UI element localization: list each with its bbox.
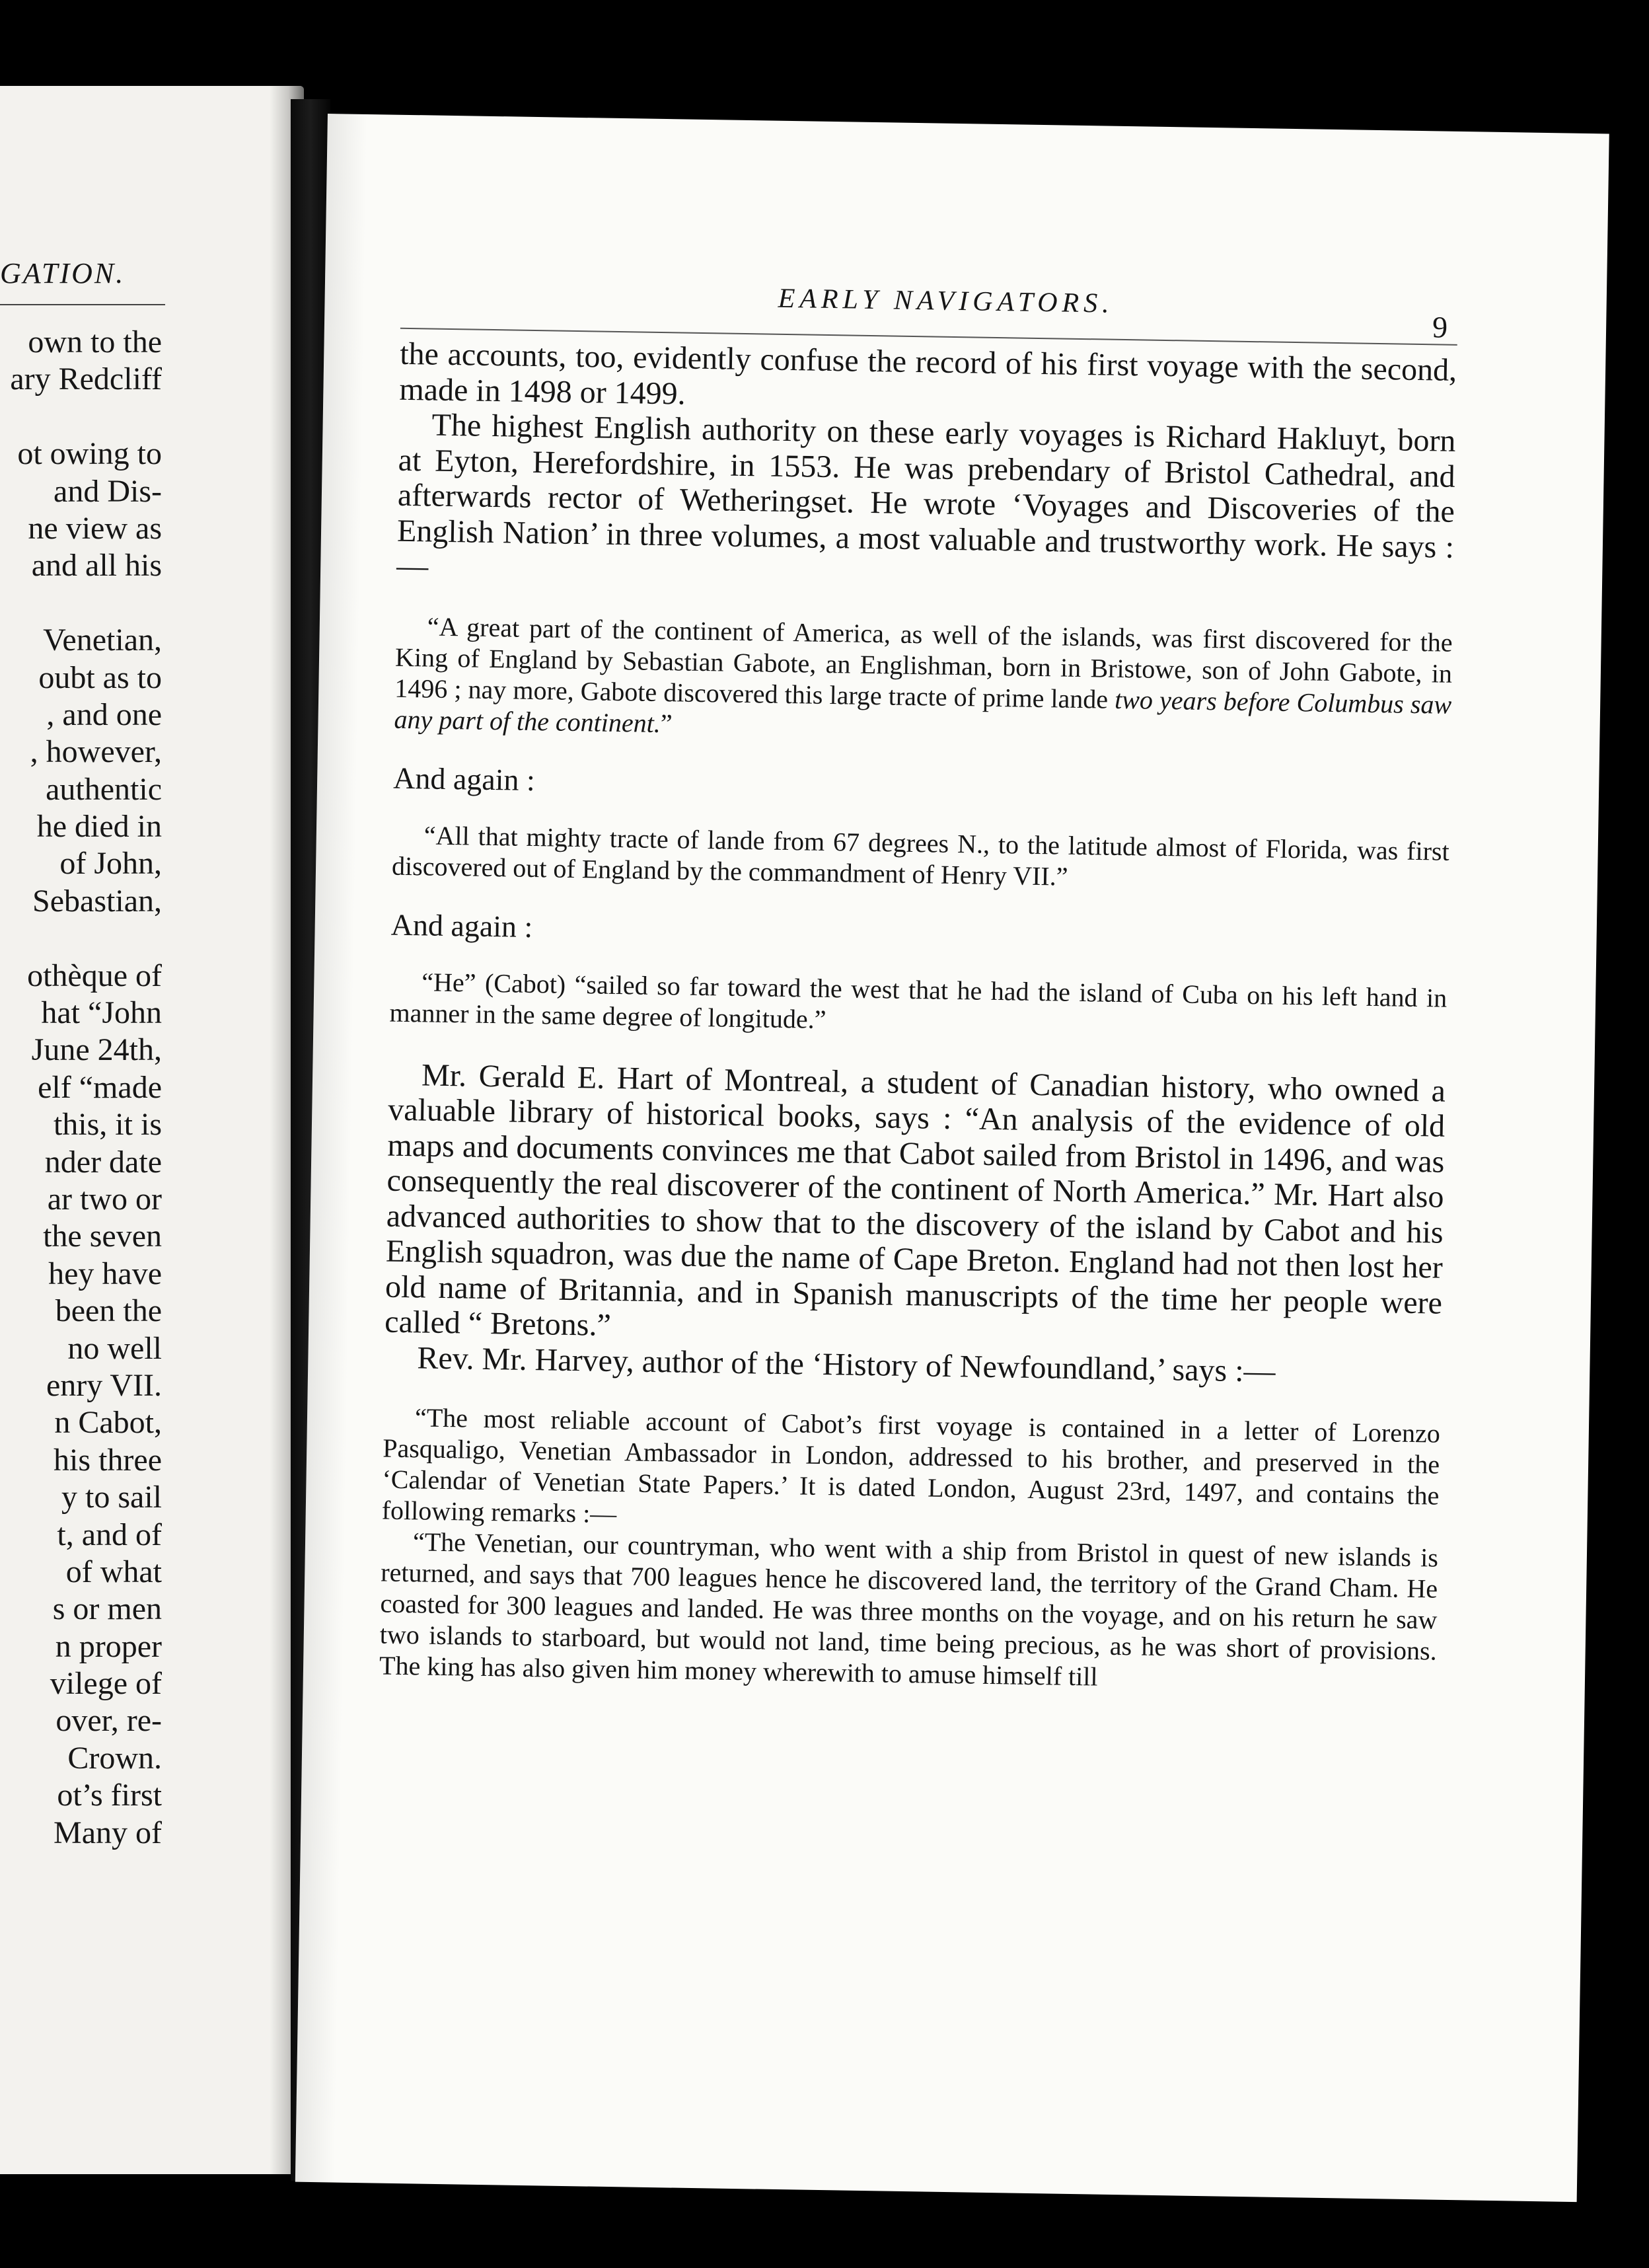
left-page-line: his three <box>54 1442 162 1478</box>
left-page-line: ne view as <box>28 510 162 546</box>
left-page-text <box>10 324 162 1852</box>
left-page-line: , and one <box>46 697 162 732</box>
page-body <box>379 336 1457 1698</box>
left-page <box>0 86 304 2174</box>
left-page-line: y to sail <box>61 1480 162 1515</box>
left-running-head: GATION. <box>0 257 126 289</box>
paragraph-harvey: Rev. Mr. Harvey, author of the ‘History of Newfoundland,’ says :— <box>417 1340 1276 1389</box>
left-page-line <box>10 585 162 622</box>
quote-text: “A great part of the continent of America, as well of the islands, was first discovered for the King of England by Sebastian Gabote, an Englishman, born in Bristowe, son of John Gabote, in 1496 ; nay more, Gabote discovered this large tracte of prime lande <box>394 611 1453 714</box>
left-page-line: s or men <box>52 1591 162 1627</box>
running-head: EARLY NAVIGATORS. <box>778 283 1115 319</box>
paragraph-hart: Mr. Gerald E. Hart of Montreal, a student of Canadian history, who owned a valuable library of historical books, says : “An analysis of the evidence of old maps and documents convinces me that Cabot sailed from Bristol in 1496, and was consequently the real discoverer of the continent of North America.” Mr. Hart also advanced authorities to show that to the discovery of the island by Cabot and his English squadron, was due the name of Cape Breton. England had not then lost her old name of Britannia, and in Spanish manuscripts of the time her people were called “ Bretons.” <box>384 1057 1446 1343</box>
page-number: 9 <box>1432 310 1448 344</box>
left-page-line: ot owing to <box>17 436 162 472</box>
quote-hakluyt-1 <box>394 610 1453 751</box>
left-page-line <box>10 920 162 957</box>
left-page-line: hey have <box>48 1256 162 1291</box>
left-page-line: vilege of <box>50 1666 162 1702</box>
and-again-1: And again : <box>392 761 536 797</box>
left-page-line: and Dis- <box>54 473 162 509</box>
left-page-line: n Cabot, <box>54 1405 162 1441</box>
left-page-line: n proper <box>55 1628 162 1664</box>
and-again-2: And again : <box>390 907 533 944</box>
quote-close: ” <box>660 708 673 738</box>
left-page-line: the seven <box>43 1219 162 1254</box>
left-page-line: ary Redcliff <box>10 361 162 397</box>
left-page-line: and all his <box>31 548 162 584</box>
quote-hakluyt-2: “All that mighty tracte of lande from 67 degrees N., to the latitude almost of Florida, was first discovered out of England by the commandment of Henry VII.” <box>391 819 1450 891</box>
left-page-line: ot’s first <box>57 1778 162 1813</box>
left-page-line: , however, <box>30 734 162 770</box>
quote-italic-text: two years before Columbus saw any part of the continent. <box>394 684 1452 738</box>
left-page-line: elf “made <box>38 1069 162 1105</box>
left-page-line: nder date <box>44 1144 162 1180</box>
left-page-line: over, re- <box>55 1703 162 1739</box>
left-page-line: Venetian, <box>43 623 162 658</box>
left-page-line: he died in <box>36 809 162 845</box>
paragraph-continuation: the accounts, too, evidently confuse the record of his first voyage with the second, made in 1498 or 1499. <box>399 336 1457 412</box>
left-page-line: June 24th, <box>31 1032 162 1068</box>
left-header-rule <box>0 304 165 305</box>
left-page-line: no well <box>67 1330 162 1366</box>
paragraph-hakluyt: The highest English authority on these early voyages is Richard Hakluyt, born at Eyton, Herefordshire, in 1553. He was prebendary of Bristol Cathedral, and afterwards rector of Wetheringset. He wrote ‘Voyages and Discoveries of the English Nation’ in three volumes, a most valuable and trustworthy work. He says :— <box>396 407 1456 584</box>
left-page-line: othèque of <box>27 958 162 993</box>
left-page-line: hat “John <box>41 995 162 1031</box>
left-page-line: enry VII. <box>46 1367 162 1403</box>
left-page-line: oubt as to <box>38 660 162 695</box>
quote-hakluyt-3: “He” (Cabot) “sailed so far toward the west that he had the island of Cuba on his left hand in manner in the same degree of longitude.” <box>389 966 1447 1034</box>
quote-pasqualigo-2: “The Venetian, our countryman, who went with a ship from Bristol in quest of new islands is returned, and says that 700 leagues hence he discovered land, the territory of the Grand Cham. He coasted for 300 leagues and landed. He was three months on the voyage, and on his return he saw two islands to starboard, but would not land, time being precious, as he was short of provisions. The king has also given him money wherewith to amuse himself till <box>379 1527 1439 1692</box>
left-page-line: of what <box>65 1554 162 1589</box>
left-page-line: this, it is <box>53 1107 162 1143</box>
left-page-line: ar two or <box>47 1181 162 1217</box>
left-page-line: authentic <box>46 771 162 807</box>
left-page-line: been the <box>55 1293 162 1329</box>
right-page <box>295 114 1609 2202</box>
left-page-line: own to the <box>28 324 162 359</box>
left-page-line: Crown. <box>67 1740 162 1776</box>
left-page-line: t, and of <box>57 1517 162 1552</box>
left-page-line <box>10 398 162 435</box>
left-page-line: Sebastian, <box>32 883 162 919</box>
quote-pasqualigo-1: “The most reliable account of Cabot’s first voyage is contained in a letter of Lorenzo Pasqualigo, Venetian Ambassador in London, addressed to his brother, and preserved in the ‘Calendar of Venetian State Papers.’ It is dated London, August 23rd, 1497, and contains the following remarks :— <box>381 1402 1441 1529</box>
left-page-line: of John, <box>59 846 162 882</box>
left-page-line: Many of <box>54 1815 162 1850</box>
